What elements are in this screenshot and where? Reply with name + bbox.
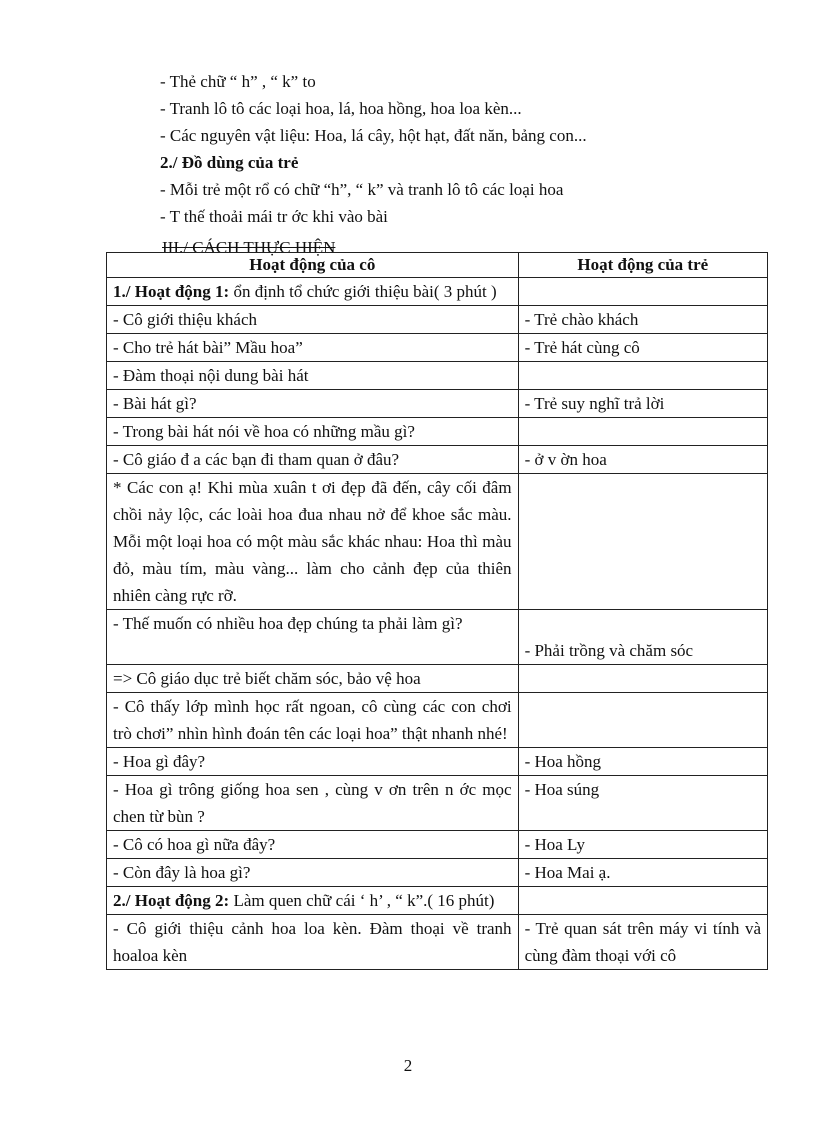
activity1-label: 1./ Hoạt động 1: — [113, 282, 230, 301]
activity-table — [106, 252, 768, 970]
table-row — [107, 831, 768, 859]
activity1-heading — [107, 278, 519, 306]
teacher-cell: - Cô giới thiệu cảnh hoa loa kèn. Đàm thoại về tranh hoaloa kèn — [107, 915, 519, 970]
heading-child-materials: 2./ Đồ dùng của trẻ — [160, 153, 299, 172]
teacher-cell: - Hoa gì trông giống hoa sen , cùng v ơn trên n ớc mọc chen từ bùn ? — [107, 776, 519, 831]
table-row — [107, 776, 768, 831]
teacher-cell: - Còn đây là hoa gì? — [107, 859, 519, 887]
table-row — [107, 693, 768, 748]
teacher-cell: - Cho trẻ hát bài” Mầu hoa” — [107, 334, 519, 362]
page-number: 2 — [403, 1056, 413, 1075]
child-cell: - Trẻ suy nghĩ trả lời — [518, 390, 767, 418]
child-material-line: - Mỗi trẻ một rổ có chữ “h”, “ k” và tranh lô tô các loại hoa — [160, 180, 564, 199]
table-row — [107, 278, 768, 306]
activity2-label: 2./ Hoạt động 2: — [113, 891, 230, 910]
material-line: - Các nguyên vật liệu: Hoa, lá cây, hột hạt, đất năn, bảng con... — [160, 126, 587, 145]
teacher-cell: - Bài hát gì? — [107, 390, 519, 418]
child-material-line: - T thế thoải mái tr ớc khi vào bài — [160, 207, 388, 226]
table-header-row — [107, 253, 768, 278]
teacher-cell: - Đàm thoại nội dung bài hát — [107, 362, 519, 390]
materials-list — [160, 68, 587, 230]
table-row — [107, 665, 768, 693]
header-children: Hoạt động của trẻ — [518, 253, 767, 278]
child-cell: - Hoa Ly — [518, 831, 767, 859]
child-cell — [518, 362, 767, 390]
table-row — [107, 446, 768, 474]
teacher-cell: * Các con ạ! Khi mùa xuân t ơi đẹp đã đến, cây cối đâm chồi nảy lộc, các loài hoa đua nhau nở để khoe sắc màu. Mỗi một loại hoa có một màu sắc khác nhau: Hoa thì màu đỏ, màu tím, màu vàng... làm cho cảnh đẹp của thiên nhiên càng rực rỡ. — [107, 474, 519, 610]
table-row — [107, 748, 768, 776]
material-line: - Tranh lô tô các loại hoa, lá, hoa hồng, hoa loa kèn... — [160, 99, 522, 118]
header-teacher: Hoạt động của cô — [107, 253, 519, 278]
table-row — [107, 474, 768, 610]
table-row — [107, 610, 768, 665]
activity2-heading — [107, 887, 519, 915]
teacher-cell: => Cô giáo dục trẻ biết chăm sóc, bảo vệ hoa — [107, 665, 519, 693]
activity2-text: Làm quen chữ cái ‘ h’ , “ k”.( 16 phút) — [229, 891, 495, 910]
teacher-cell: - Cô giới thiệu khách — [107, 306, 519, 334]
child-cell: - Hoa súng — [518, 776, 767, 831]
teacher-cell: - Trong bài hát nói về hoa có những mầu gì? — [107, 418, 519, 446]
child-cell: - ở v ờn hoa — [518, 446, 767, 474]
table-row — [107, 334, 768, 362]
teacher-cell: - Hoa gì đây? — [107, 748, 519, 776]
child-cell: - Trẻ quan sát trên máy vi tính và cùng đàm thoại với cô — [518, 915, 767, 970]
child-cell: - Hoa hồng — [518, 748, 767, 776]
table-row — [107, 887, 768, 915]
teacher-cell: - Cô có hoa gì nữa đây? — [107, 831, 519, 859]
section-title: III./ CÁCH THỰC HIỆN — [162, 238, 336, 257]
teacher-cell: - Cô giáo đ a các bạn đi tham quan ở đâu? — [107, 446, 519, 474]
table-row — [107, 306, 768, 334]
teacher-cell: - Cô thấy lớp mình học rất ngoan, cô cùng các con chơi trò chơi” nhìn hình đoán tên các loại hoa” thật nhanh nhé! — [107, 693, 519, 748]
table-row — [107, 362, 768, 390]
table-row — [107, 390, 768, 418]
activity1-text: ổn định tổ chức giới thiệu bài( 3 phút ) — [229, 282, 497, 301]
child-cell — [518, 418, 767, 446]
table-row — [107, 859, 768, 887]
table-row — [107, 915, 768, 970]
child-cell: - Trẻ chào khách — [518, 306, 767, 334]
child-cell: - Trẻ hát cùng cô — [518, 334, 767, 362]
teacher-cell: - Thế muốn có nhiều hoa đẹp chúng ta phải làm gì? — [107, 610, 519, 665]
child-cell: - Phải trồng và chăm sóc — [518, 610, 767, 665]
table-row — [107, 418, 768, 446]
child-cell: - Hoa Mai ạ. — [518, 859, 767, 887]
material-line: - Thẻ chữ “ h” , “ k” to — [160, 72, 316, 91]
